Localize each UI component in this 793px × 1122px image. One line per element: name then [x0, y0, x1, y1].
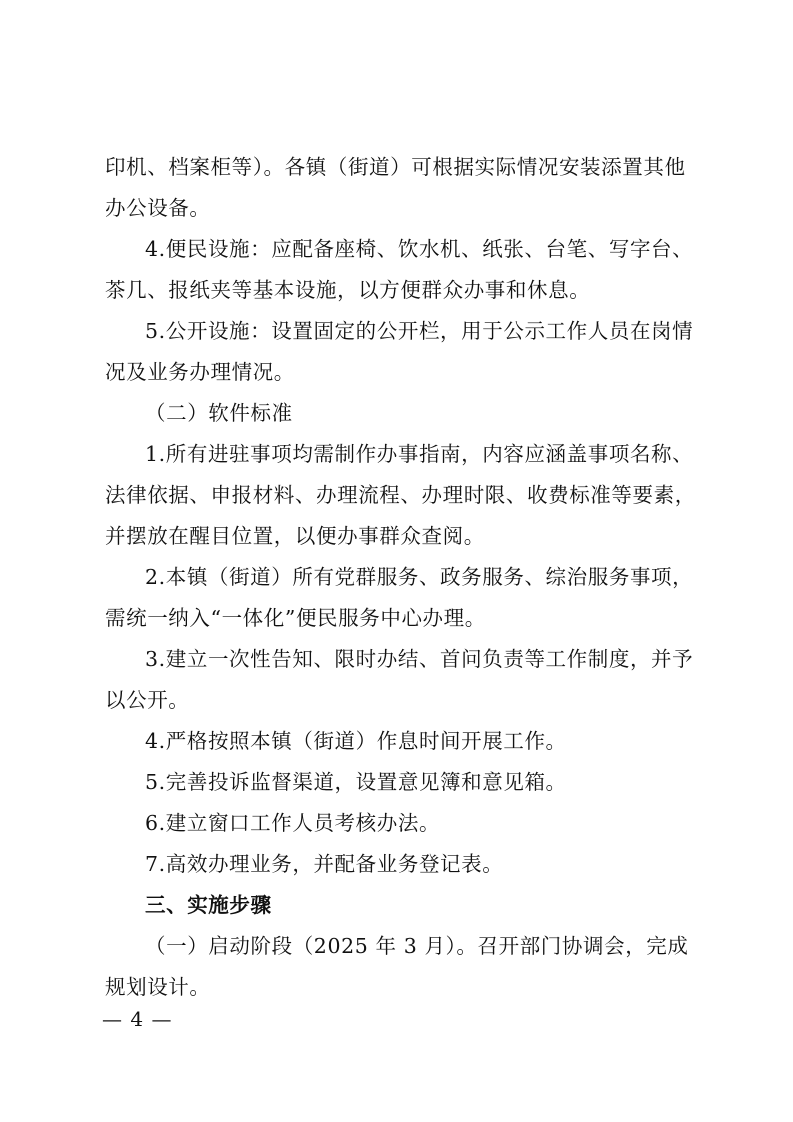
text-line: 规划设计。: [105, 975, 211, 999]
text-line: 印机、档案柜等）。各镇（街道）可根据实际情况安装添置其他: [105, 155, 686, 179]
text-line: 法律依据、申报材料、办理流程、办理时限、收费标准等要素，: [105, 483, 696, 507]
text-line: 以公开。: [105, 688, 190, 712]
text-line: （一）启动阶段（2025 年 3 月）。召开部门协调会，完成: [145, 934, 689, 958]
text-line: 5.完善投诉监督渠道，设置意见簿和意见箱。: [145, 770, 567, 794]
text-line: 7.高效办理业务，并配备业务登记表。: [145, 852, 504, 876]
text-line: 5.公开设施：设置固定的公开栏，用于公示工作人员在岗情: [145, 319, 694, 343]
text-line: 1.所有进驻事项均需制作办事指南，内容应涵盖事项名称、: [145, 442, 694, 466]
text-line: 2.本镇（街道）所有党群服务、政务服务、综治服务事项，: [145, 565, 694, 589]
text-line: 4.严格按照本镇（街道）作息时间开展工作。: [145, 729, 567, 753]
chapter-heading: 三、实施步骤: [145, 893, 272, 917]
text-line: 茶几、报纸夹等基本设施，以方便群众办事和休息。: [105, 278, 591, 302]
section-heading: （二）软件标准: [145, 401, 293, 425]
text-line: 6.建立窗口工作人员考核办法。: [145, 811, 441, 835]
text-line: 办公设备。: [105, 196, 211, 220]
text-line: 4.便民设施：应配备座椅、饮水机、纸张、台笔、写字台、: [145, 237, 694, 261]
text-line: 3.建立一次性告知、限时办结、首问负责等工作制度，并予: [145, 647, 694, 671]
text-line: 并摆放在醒目位置，以便办事群众查阅。: [105, 524, 485, 548]
page-number: — 4 —: [102, 1007, 173, 1031]
text-line: 况及业务办理情况。: [105, 360, 295, 384]
text-line: 需统一纳入“一体化”便民服务中心办理。: [105, 606, 486, 630]
